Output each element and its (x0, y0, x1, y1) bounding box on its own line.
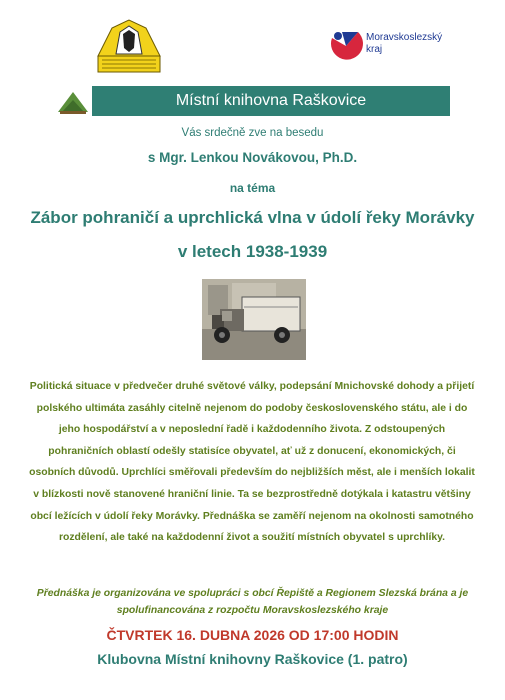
event-venue: Klubovna Místní knihovny Raškovice (1. patro) (97, 651, 408, 667)
speaker-name: s Mgr. Lenkou Novákovou, Ph.D. (147, 150, 358, 165)
library-crest-icon (96, 18, 162, 74)
lecture-title-line2: v letech 1938-1939 (177, 242, 328, 261)
library-banner (54, 86, 450, 116)
funding-note-line2: spolufinancována z rozpočtu Moravskoslezského kraje (116, 605, 389, 616)
paragraph-line: rozdělení, ale také na každodenní život a soužití místních obyvatel s uprchlíky. (58, 532, 446, 544)
moravskoslezsky-kraj-logo (328, 26, 366, 66)
truck-illustration (202, 279, 306, 360)
msk-line1: Moravskoslezský (366, 32, 443, 43)
paragraph-line: osobních důvodů. Uprchlíci směřovali především do nejbližších měst, ale i menších lokalit (29, 467, 475, 479)
paragraph-line: Politická situace v předvečer druhé světové války, podepsání Mnichovské dohody a přijetí (29, 381, 475, 392)
funding-note-line1: Přednáška je organizována ve spolupráci s obcí Řepiště a Regionem Slezská brána a je (36, 588, 469, 599)
paragraph-line: polského ultimáta zasáhly citelně nejenom do podoby československého státu, ale i do (36, 402, 468, 414)
funding-note (20, 585, 485, 619)
invite-line: Vás srdečně zve na besedu (181, 127, 324, 139)
paragraph-line: v blízkosti nově stanovené hraniční linie. Ta se bezprostředně dotýkala i katastru většiny (33, 488, 471, 500)
paragraph-line: pohraničních oblastí odešly statisíce obyvatel, ať už z donucení, ekonomických, či (48, 445, 456, 457)
body-paragraph (28, 376, 476, 549)
topic-intro: na téma (229, 181, 276, 195)
banner-title: Místní knihovna Raškovice (175, 92, 367, 109)
paragraph-line: jeho hospodářství a v neposlední řadě i každodenního života. Z odstoupených (58, 424, 446, 436)
lecture-title-line1: Zábor pohraničí a uprchlická vlna v údolí řeky Morávky (30, 208, 475, 227)
library-book-tree-icon (54, 86, 92, 116)
event-date: ČTVRTEK 16. DUBNA 2026 OD 17:00 HODIN (106, 627, 399, 643)
banner-logo-box (54, 86, 92, 116)
historic-truck-photo (202, 279, 306, 360)
msk-line2: kraj (366, 44, 383, 55)
msk-logo (328, 26, 458, 70)
msk-logo-text (366, 32, 442, 56)
library-crest-logo (96, 18, 162, 74)
paragraph-line: obcí ležících v údolí řeky Morávky. Přednáška se zaměří nejenom na okolnosti samotného (30, 510, 474, 522)
